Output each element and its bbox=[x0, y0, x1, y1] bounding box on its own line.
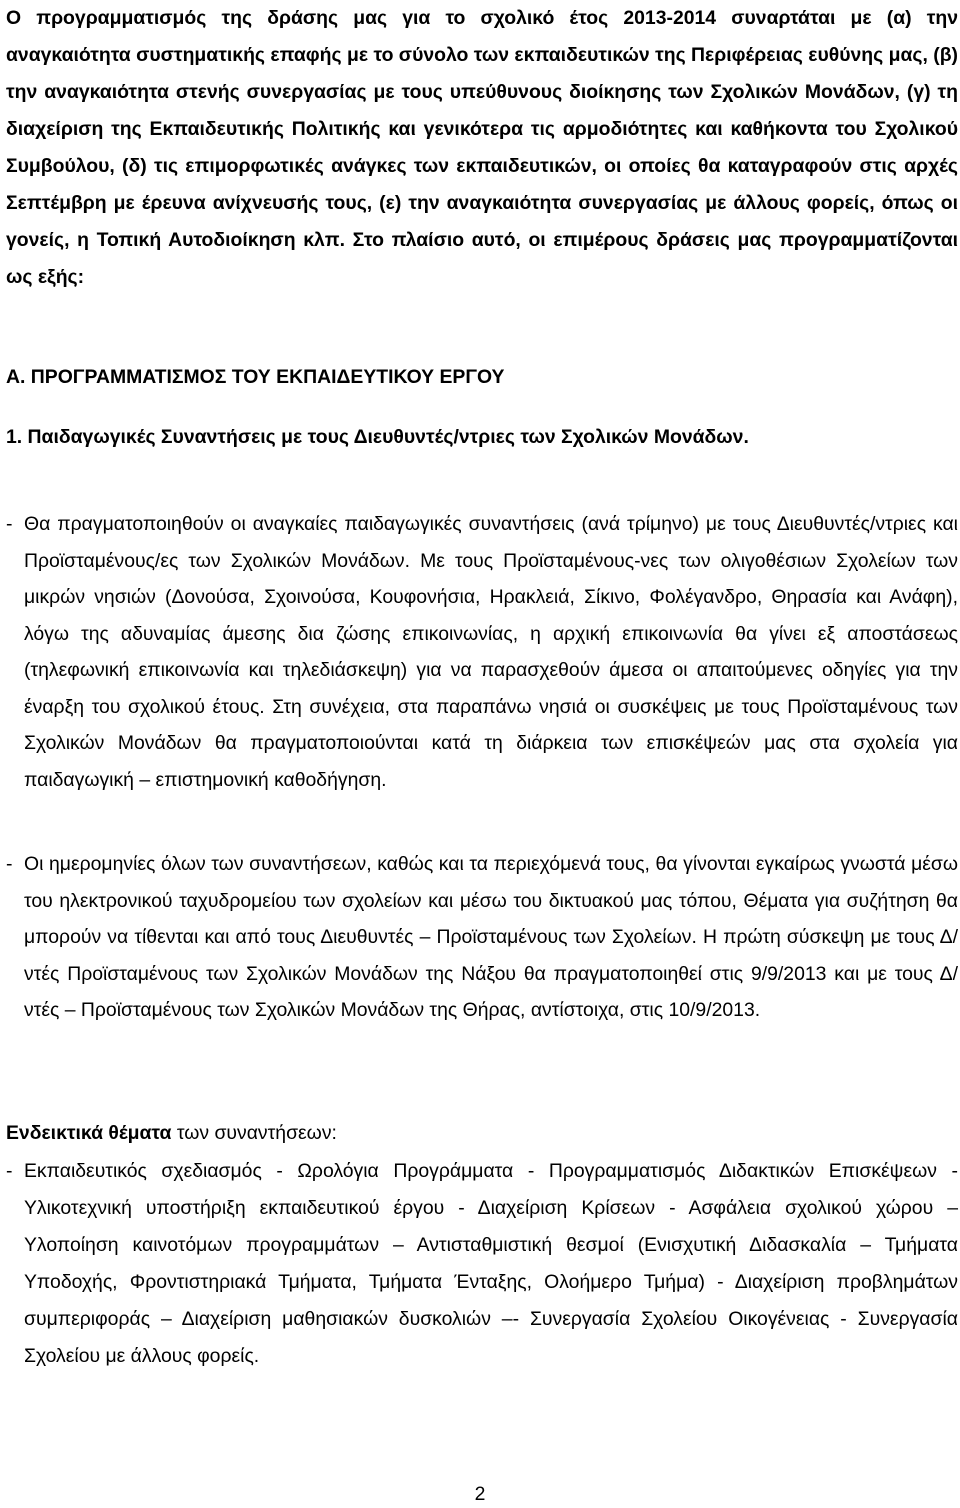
page-number: 2 bbox=[474, 1483, 486, 1505]
topics-title bbox=[6, 1117, 337, 1149]
bullet-item-topics bbox=[6, 1153, 958, 1375]
topics-title-bold: Ενδεικτικά θέματα bbox=[6, 1122, 172, 1144]
bullet-text: Οι ημερομηνίες όλων των συναντήσεων, καθώς και τα περιεχόμενά τους, θα γίνονται εγκαίρως γνωστά μέσω του ηλεκτρονικού ταχυδρομείου των σχολείων και μέσω του δικτυακού μας τόπου, Θέματα για συζήτηση θα μπορούν να τίθενται και από τους Διευθυντές – Προϊσταμένους των Σχολείων. Η πρώτη σύσκεψη με τους Δ/ντές Προϊσταμένους των Σχολικών Μονάδων της Νάξου θα πραγματοποιηθεί στις 9/9/2013 και με τους Δ/ντές – Προϊσταμένους των Σχολικών Μονάδων της Θήρας, αντίστοιχα, στις 10/9/2013. bbox=[24, 853, 958, 1021]
bullet-item-meetings bbox=[6, 506, 958, 798]
topics-title-rest: των συναντήσεων: bbox=[171, 1122, 337, 1144]
bullet-text: Θα πραγματοποιηθούν οι αναγκαίες παιδαγωγικές συναντήσεις (ανά τρίμηνο) με τους Διευθυντές/ντριες και Προϊσταμένους/ες των Σχολικών Μονάδων. Με τους Προϊσταμένους-νες των ολιγοθέσιων Σχολείων των μικρών νησιών (Δονούσα, Σχοινούσα, Κουφονήσια, Ηρακλειά, Σίκινο, Φολέγανδρο, Θηρασία και Ανάφη), λόγω της αδυναμίας άμεσης δια ζώσης επικοινωνίας, η αρχική επικοινωνία θα γίνει εξ αποστάσεως (τηλεφωνική επικοινωνία και τηλεδιάσκεψη) για να παρασχεθούν άμεσα οι απαιτούμενες οδηγίες για την έναρξη του σχολικού έτους. Στη συνέχεια, στα παραπάνω νησιά οι συσκέψεις με τους Προϊσταμένους των Σχολικών Μονάδων θα πραγματοποιούνται κατά τη διάρκεια των επισκέψεών μας στα σχολεία για παιδαγωγική – επιστημονική καθοδήγηση. bbox=[24, 513, 958, 791]
intro-paragraph: Ο προγραμματισμός της δράσης μας για το σχολικό έτος 2013-2014 συναρτάται με (α) την αναγκαιότητα συστηματικής επαφής με το σύνολο των εκπαιδευτικών της Περιφέρειας ευθύνης μας, (β) την αναγκαιότητα στενής συνεργασίας με τους υπεύθυνους διοίκησης των Σχολικών Μονάδων, (γ) τη διαχείριση της Εκπαιδευτικής Πολιτικής και γενικότερα τις αρμοδιότητες και καθήκοντα του Σχολικού Συμβούλου, (δ) τις επιμορφωτικές ανάγκες των εκπαιδευτικών, οι οποίες θα καταγραφούν στις αρχές Σεπτέμβρη με έρευνα ανίχνευσής τους, (ε) την αναγκαιότητα συνεργασίας με άλλους φορείς, όπως οι γονείς, η Τοπική Αυτοδιοίκηση κλπ. Στο πλαίσιο αυτό, οι επιμέρους δράσεις μας προγραμματίζονται ως εξής: bbox=[6, 7, 958, 288]
bullet-dash: - bbox=[6, 513, 13, 535]
bullet-item-dates bbox=[6, 846, 958, 1029]
subsection-heading: 1. Παιδαγωγικές Συναντήσεις με τους Διευθυντές/ντριες των Σχολικών Μονάδων. bbox=[6, 426, 749, 448]
bullet-dash: - bbox=[6, 853, 13, 875]
bullet-dash: - bbox=[6, 1160, 13, 1182]
bullet-text: Εκπαιδευτικός σχεδιασμός - Ωρολόγια Προγράμματα - Προγραμματισμός Διδακτικών Επισκέψεων - Υλικοτεχνική υποστήριξη εκπαιδευτικού έργου - Διαχείριση Κρίσεων - Ασφάλεια σχολικού χώρου – Υλοποίηση καινοτόμων προγραμμάτων – Αντισταθμιστική θεσμοί (Ενισχυτική Διδασκαλία – Τμήματα Υποδοχής, Φροντιστηριακά Τμήματα, Τμήματα Ένταξης, Ολοήμερο Τμήμα) - Διαχείριση προβλημάτων συμπεριφοράς – Διαχείριση μαθησιακών δυσκολιών –- Συνεργασία Σχολείου Οικογένειας - Συνεργασία Σχολείου με άλλους φορείς. bbox=[24, 1160, 958, 1367]
section-heading: Α. ΠΡΟΓΡΑΜΜΑΤΙΣΜΟΣ ΤΟΥ ΕΚΠΑΙΔΕΥΤΙΚΟΥ ΕΡΓΟΥ bbox=[6, 366, 505, 388]
